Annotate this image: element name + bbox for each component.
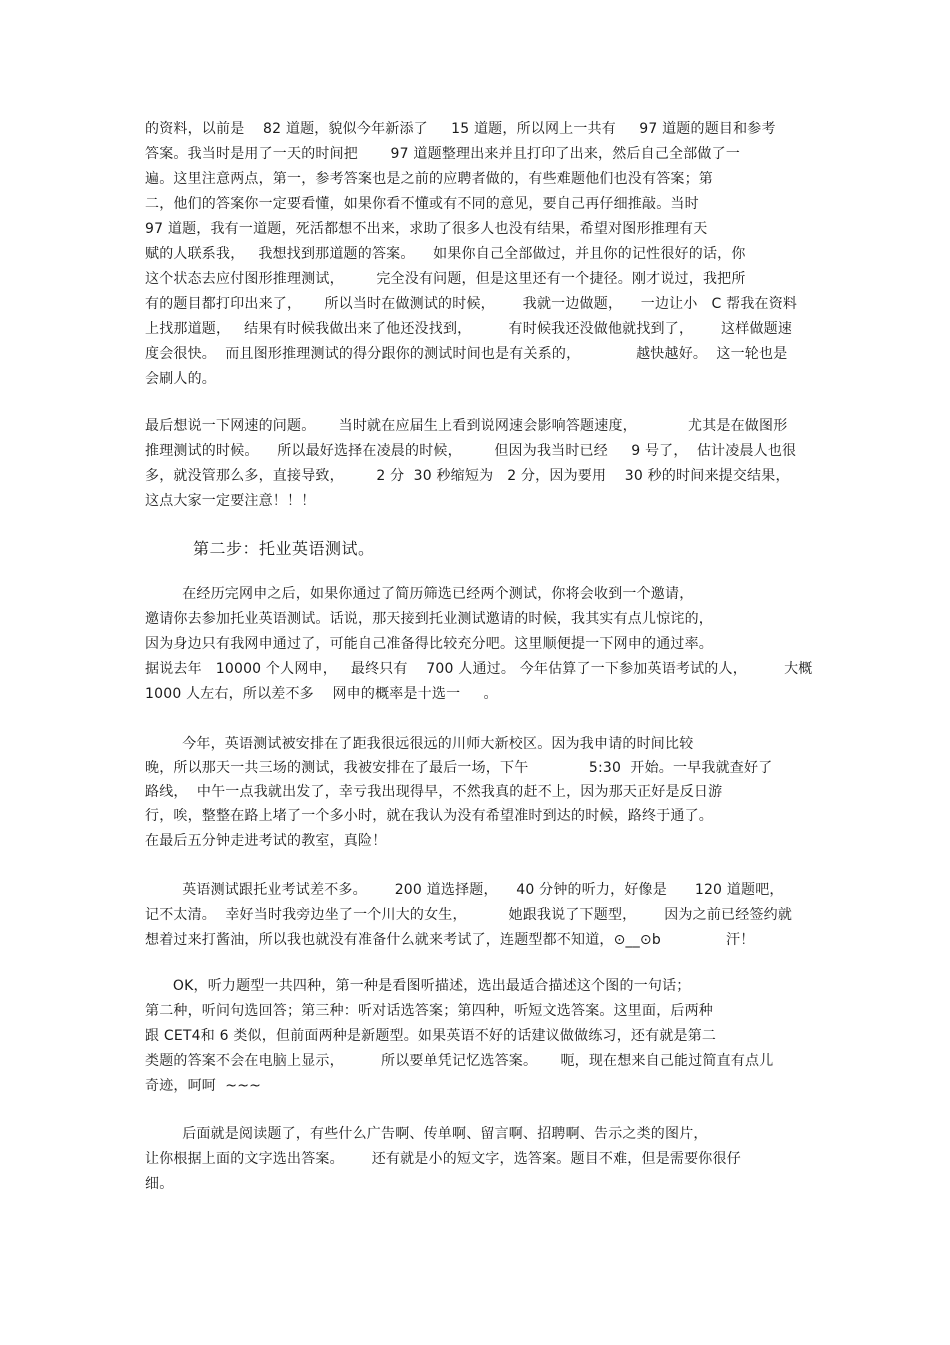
text-line: OK，听力题型一共四种，第一种是看图听描述，选出最适合描述这个图的一句话；	[145, 978, 691, 994]
text-line: 第二种，听问句选回答；第三种：听对话选答案；第四种，听短文选答案。这里面，后两种	[145, 1003, 713, 1019]
text-line: 上找那道题， 结果有时候我做出来了他还没找到， 有时候我还没做他就找到了， 这样做题速	[145, 321, 793, 337]
text-line: 英语测试跟托业考试差不多。 200 道选择题， 40 分钟的听力，好像是 120 道题吧，	[145, 882, 784, 898]
text-line: 这点大家一定要注意！！！	[145, 493, 316, 509]
text-line: 赋的人联系我， 我想找到那道题的答案。 如果你自己全部做过，并且你的记性很好的话，你	[145, 246, 746, 262]
text-line: 晚，所以那天一共三场的测试，我被安排在了最后一场，下午 5:30 开始。一早我就查好了	[145, 760, 773, 776]
text-line: 跟 CET4和 6 类似，但前面两种是新题型。如果英语不好的话建议做做练习，还有就是第二	[145, 1028, 717, 1044]
text-line: 在最后五分钟走进考试的教室，真险！	[145, 833, 387, 849]
text-line: 二，他们的答案你一定要看懂，如果你看不懂或有不同的意见，要自己再仔细推敲。当时	[145, 196, 699, 212]
text-line: 奇迹，呵呵 ~~~	[145, 1078, 262, 1094]
text-line: 行，唉，整整在路上堵了一个多小时，就在我认为没有希望准时到达的时候，路终于通了。	[145, 808, 713, 824]
text-line: 多，就没管那么多，直接导致， 2 分 30 秒缩短为 2 分，因为要用 30 秒的时间来提交结果，	[145, 468, 790, 484]
text-line: 度会很快。 而且图形推理测试的得分跟你的测试时间也是有关系的， 越快越好。 这一轮也是	[145, 346, 788, 362]
text-line: 遍。这里注意两点，第一，参考答案也是之前的应聘者做的，有些难题他们也没有答案；第	[145, 171, 713, 187]
text-line: 因为身边只有我网申通过了，可能自己准备得比较充分吧。这里顺便提一下网申的通过率。	[145, 636, 713, 652]
text-line: 类题的答案不会在电脑上显示， 所以要单凭记忆选答案。 呃，现在想来自己能过简直有点儿	[145, 1053, 774, 1069]
text-line: 细。	[145, 1176, 174, 1192]
text-line: 邀请你去参加托业英语测试。话说，那天接到托业测试邀请的时候，我其实有点儿惊诧的，	[145, 611, 713, 627]
text-line: 据说去年 10000 个人网申， 最终只有 700 人通过。 今年估算了一下参加英语考试的人， 大概	[145, 661, 813, 677]
text-line: 答案。我当时是用了一天的时间把 97 道题整理出来并且打印了出来，然后自己全部做了一	[145, 146, 741, 162]
text-line: 后面就是阅读题了，有些什么广告啊、传单啊、留言啊、招聘啊、告示之类的图片，	[145, 1126, 708, 1142]
text-line: 路线， 中午一点我就出发了，幸亏我出现得早，不然我真的赶不上，因为那天正好是反日游	[145, 784, 723, 800]
text-line: 想着过来打酱油，所以我也就没有准备什么就来考试了，连题型都不知道，⊙__⊙b 汗！	[145, 932, 755, 948]
section-heading: 第二步：托业英语测试。	[193, 539, 375, 558]
text-line: 今年，英语测试被安排在了距我很远很远的川师大新校区。因为我申请的时间比较	[145, 736, 694, 752]
text-line: 会刷人的。	[145, 371, 216, 387]
text-line: 97 道题，我有一道题，死活都想不出来，求助了很多人也没有结果，希望对图形推理有天	[145, 221, 708, 237]
text-line: 最后想说一下网速的问题。 当时就在应届生上看到说网速会影响答题速度， 尤其是在做图形	[145, 418, 788, 434]
text-line: 记不太清。 幸好当时我旁边坐了一个川大的女生， 她跟我说了下题型， 因为之前已经签约就	[145, 907, 793, 923]
text-line: 1000 人左右，所以差不多 网申的概率是十选一 。	[145, 686, 498, 702]
text-line: 推理测试的时候。 所以最好选择在凌晨的时候， 但因为我当时已经 9 号了， 估计凌晨人也很	[145, 443, 797, 459]
text-line: 在经历完网申之后，如果你通过了简历筛选已经两个测试，你将会收到一个邀请，	[145, 586, 694, 602]
text-line: 让你根据上面的文字选出答案。 还有就是小的短文字，选答案。题目不难，但是需要你很仔	[145, 1151, 741, 1167]
text-line: 这个状态去应付图形推理测试， 完全没有问题，但是这里还有一个捷径。刚才说过，我把所	[145, 271, 746, 287]
text-line: 有的题目都打印出来了， 所以当时在做测试的时候， 我就一边做题， 一边让小 C 帮我在资料	[145, 296, 798, 312]
text-line: 的资料，以前是 82 道题，貌似今年新添了 15 道题，所以网上一共有 97 道题的题目和参考	[145, 121, 776, 137]
